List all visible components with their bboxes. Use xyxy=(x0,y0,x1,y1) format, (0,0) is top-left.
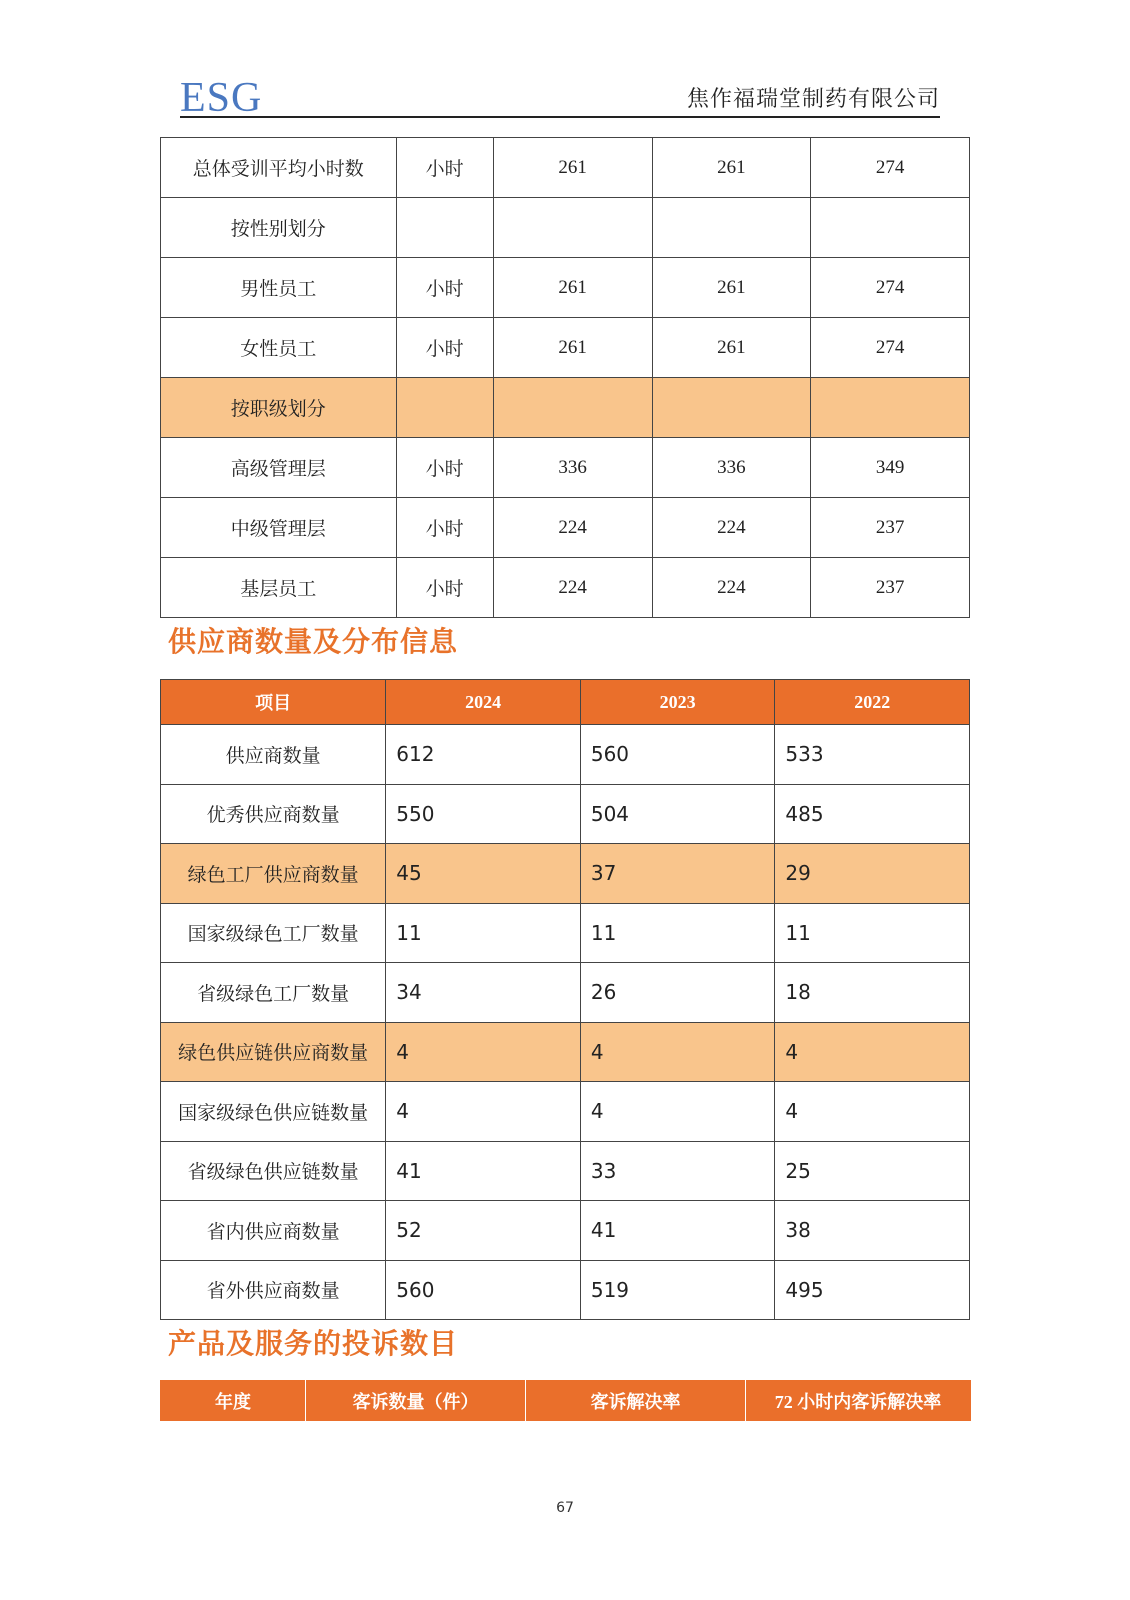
supplier-row xyxy=(161,963,970,1023)
page-number: 67 xyxy=(556,1500,574,1516)
supplier-row-label: 省级绿色供应链数量 xyxy=(161,1141,386,1201)
supplier-row-value: 11 xyxy=(580,903,775,963)
training-row-value: 349 xyxy=(811,438,970,498)
supplier-row-value: 4 xyxy=(775,1082,970,1142)
supplier-row-value: 29 xyxy=(775,844,970,904)
supplier-row-value: 34 xyxy=(386,963,581,1023)
training-row-value: 261 xyxy=(652,138,811,198)
supplier-row-value: 45 xyxy=(386,844,581,904)
supplier-row-value: 550 xyxy=(386,784,581,844)
supplier-header-2024: 2024 xyxy=(386,680,581,725)
training-row-value xyxy=(811,378,970,438)
supplier-row-value: 495 xyxy=(775,1260,970,1320)
training-row-value: 274 xyxy=(811,258,970,318)
supplier-row xyxy=(161,1082,970,1142)
supplier-row-label: 绿色工厂供应商数量 xyxy=(161,844,386,904)
complaint-table xyxy=(160,1380,971,1421)
training-row-label: 基层员工 xyxy=(161,558,397,618)
supplier-row-label: 国家级绿色供应链数量 xyxy=(161,1082,386,1142)
supplier-row-value: 41 xyxy=(580,1201,775,1261)
training-row-value: 261 xyxy=(652,318,811,378)
training-row-label: 总体受训平均小时数 xyxy=(161,138,397,198)
supplier-row-value: 37 xyxy=(580,844,775,904)
training-row-unit xyxy=(396,198,493,258)
header-divider xyxy=(180,116,940,118)
training-row-unit: 小时 xyxy=(396,558,493,618)
training-row-value: 224 xyxy=(493,498,652,558)
training-row-unit: 小时 xyxy=(396,138,493,198)
supplier-header-item: 项目 xyxy=(161,680,386,725)
training-row-value: 237 xyxy=(811,558,970,618)
supplier-row xyxy=(161,784,970,844)
training-row-value xyxy=(811,198,970,258)
supplier-row xyxy=(161,903,970,963)
training-row-label: 中级管理层 xyxy=(161,498,397,558)
training-row-label: 按性别划分 xyxy=(161,198,397,258)
supplier-row-label: 省外供应商数量 xyxy=(161,1260,386,1320)
training-row xyxy=(161,258,970,318)
supplier-row xyxy=(161,1141,970,1201)
supplier-row-value: 11 xyxy=(775,903,970,963)
training-row-unit: 小时 xyxy=(396,258,493,318)
supplier-row-label: 省级绿色工厂数量 xyxy=(161,963,386,1023)
supplier-header-2023: 2023 xyxy=(580,680,775,725)
supplier-row xyxy=(161,1260,970,1320)
training-row-label: 按职级划分 xyxy=(161,378,397,438)
training-row xyxy=(161,498,970,558)
supplier-row-value: 18 xyxy=(775,963,970,1023)
supplier-row-label: 优秀供应商数量 xyxy=(161,784,386,844)
supplier-header-2022: 2022 xyxy=(775,680,970,725)
training-row-label: 高级管理层 xyxy=(161,438,397,498)
esg-logo: ESG xyxy=(180,75,263,121)
training-row-label: 男性员工 xyxy=(161,258,397,318)
training-row-unit xyxy=(396,378,493,438)
supplier-row-value: 519 xyxy=(580,1260,775,1320)
supplier-row-value: 38 xyxy=(775,1201,970,1261)
page-header xyxy=(160,76,960,120)
supplier-row-value: 533 xyxy=(775,725,970,785)
training-row-value: 224 xyxy=(493,558,652,618)
training-row-unit: 小时 xyxy=(396,318,493,378)
training-row-value xyxy=(652,378,811,438)
training-row-value: 336 xyxy=(493,438,652,498)
supplier-row-label: 省内供应商数量 xyxy=(161,1201,386,1261)
training-row-value: 224 xyxy=(652,558,811,618)
training-row-value: 261 xyxy=(652,258,811,318)
training-row-value xyxy=(493,198,652,258)
complaint-header-resolution-rate: 客诉解决率 xyxy=(526,1380,746,1421)
training-row xyxy=(161,558,970,618)
complaint-section-title: 产品及服务的投诉数目 xyxy=(168,1327,459,1360)
supplier-table xyxy=(160,679,970,1320)
supplier-row-value: 25 xyxy=(775,1141,970,1201)
supplier-row xyxy=(161,1022,970,1082)
training-row xyxy=(161,438,970,498)
training-row-value: 224 xyxy=(652,498,811,558)
supplier-row-value: 33 xyxy=(580,1141,775,1201)
training-row xyxy=(161,138,970,198)
supplier-row-label: 供应商数量 xyxy=(161,725,386,785)
supplier-row xyxy=(161,844,970,904)
supplier-row-label: 国家级绿色工厂数量 xyxy=(161,903,386,963)
supplier-row-value: 612 xyxy=(386,725,581,785)
supplier-row-value: 4 xyxy=(386,1082,581,1142)
training-row xyxy=(161,198,970,258)
supplier-row-value: 4 xyxy=(580,1082,775,1142)
supplier-row-value: 26 xyxy=(580,963,775,1023)
supplier-row-value: 52 xyxy=(386,1201,581,1261)
supplier-row-value: 485 xyxy=(775,784,970,844)
supplier-row-value: 504 xyxy=(580,784,775,844)
training-hours-table xyxy=(160,137,970,618)
training-row-label: 女性员工 xyxy=(161,318,397,378)
training-row-value xyxy=(493,378,652,438)
supplier-row-value: 560 xyxy=(386,1260,581,1320)
supplier-section-title: 供应商数量及分布信息 xyxy=(168,625,459,658)
complaint-header-72h-rate: 72 小时内客诉解决率 xyxy=(746,1380,971,1421)
training-row-value: 261 xyxy=(493,318,652,378)
supplier-row xyxy=(161,1201,970,1261)
supplier-row xyxy=(161,725,970,785)
supplier-row-value: 4 xyxy=(775,1022,970,1082)
company-name: 焦作福瑞堂制药有限公司 xyxy=(686,87,940,112)
training-row-value: 274 xyxy=(811,318,970,378)
supplier-row-value: 11 xyxy=(386,903,581,963)
training-row-value: 237 xyxy=(811,498,970,558)
training-row-value: 274 xyxy=(811,138,970,198)
training-row-unit: 小时 xyxy=(396,438,493,498)
training-row-value: 261 xyxy=(493,258,652,318)
training-row-value: 261 xyxy=(493,138,652,198)
supplier-row-value: 4 xyxy=(386,1022,581,1082)
complaint-header-year: 年度 xyxy=(161,1380,306,1421)
training-row-unit: 小时 xyxy=(396,498,493,558)
supplier-row-value: 4 xyxy=(580,1022,775,1082)
supplier-row-value: 41 xyxy=(386,1141,581,1201)
complaint-header-count: 客诉数量（件） xyxy=(306,1380,526,1421)
supplier-row-label: 绿色供应链供应商数量 xyxy=(161,1022,386,1082)
training-row-value xyxy=(652,198,811,258)
training-row-value: 336 xyxy=(652,438,811,498)
training-row xyxy=(161,378,970,438)
training-row xyxy=(161,318,970,378)
supplier-row-value: 560 xyxy=(580,725,775,785)
